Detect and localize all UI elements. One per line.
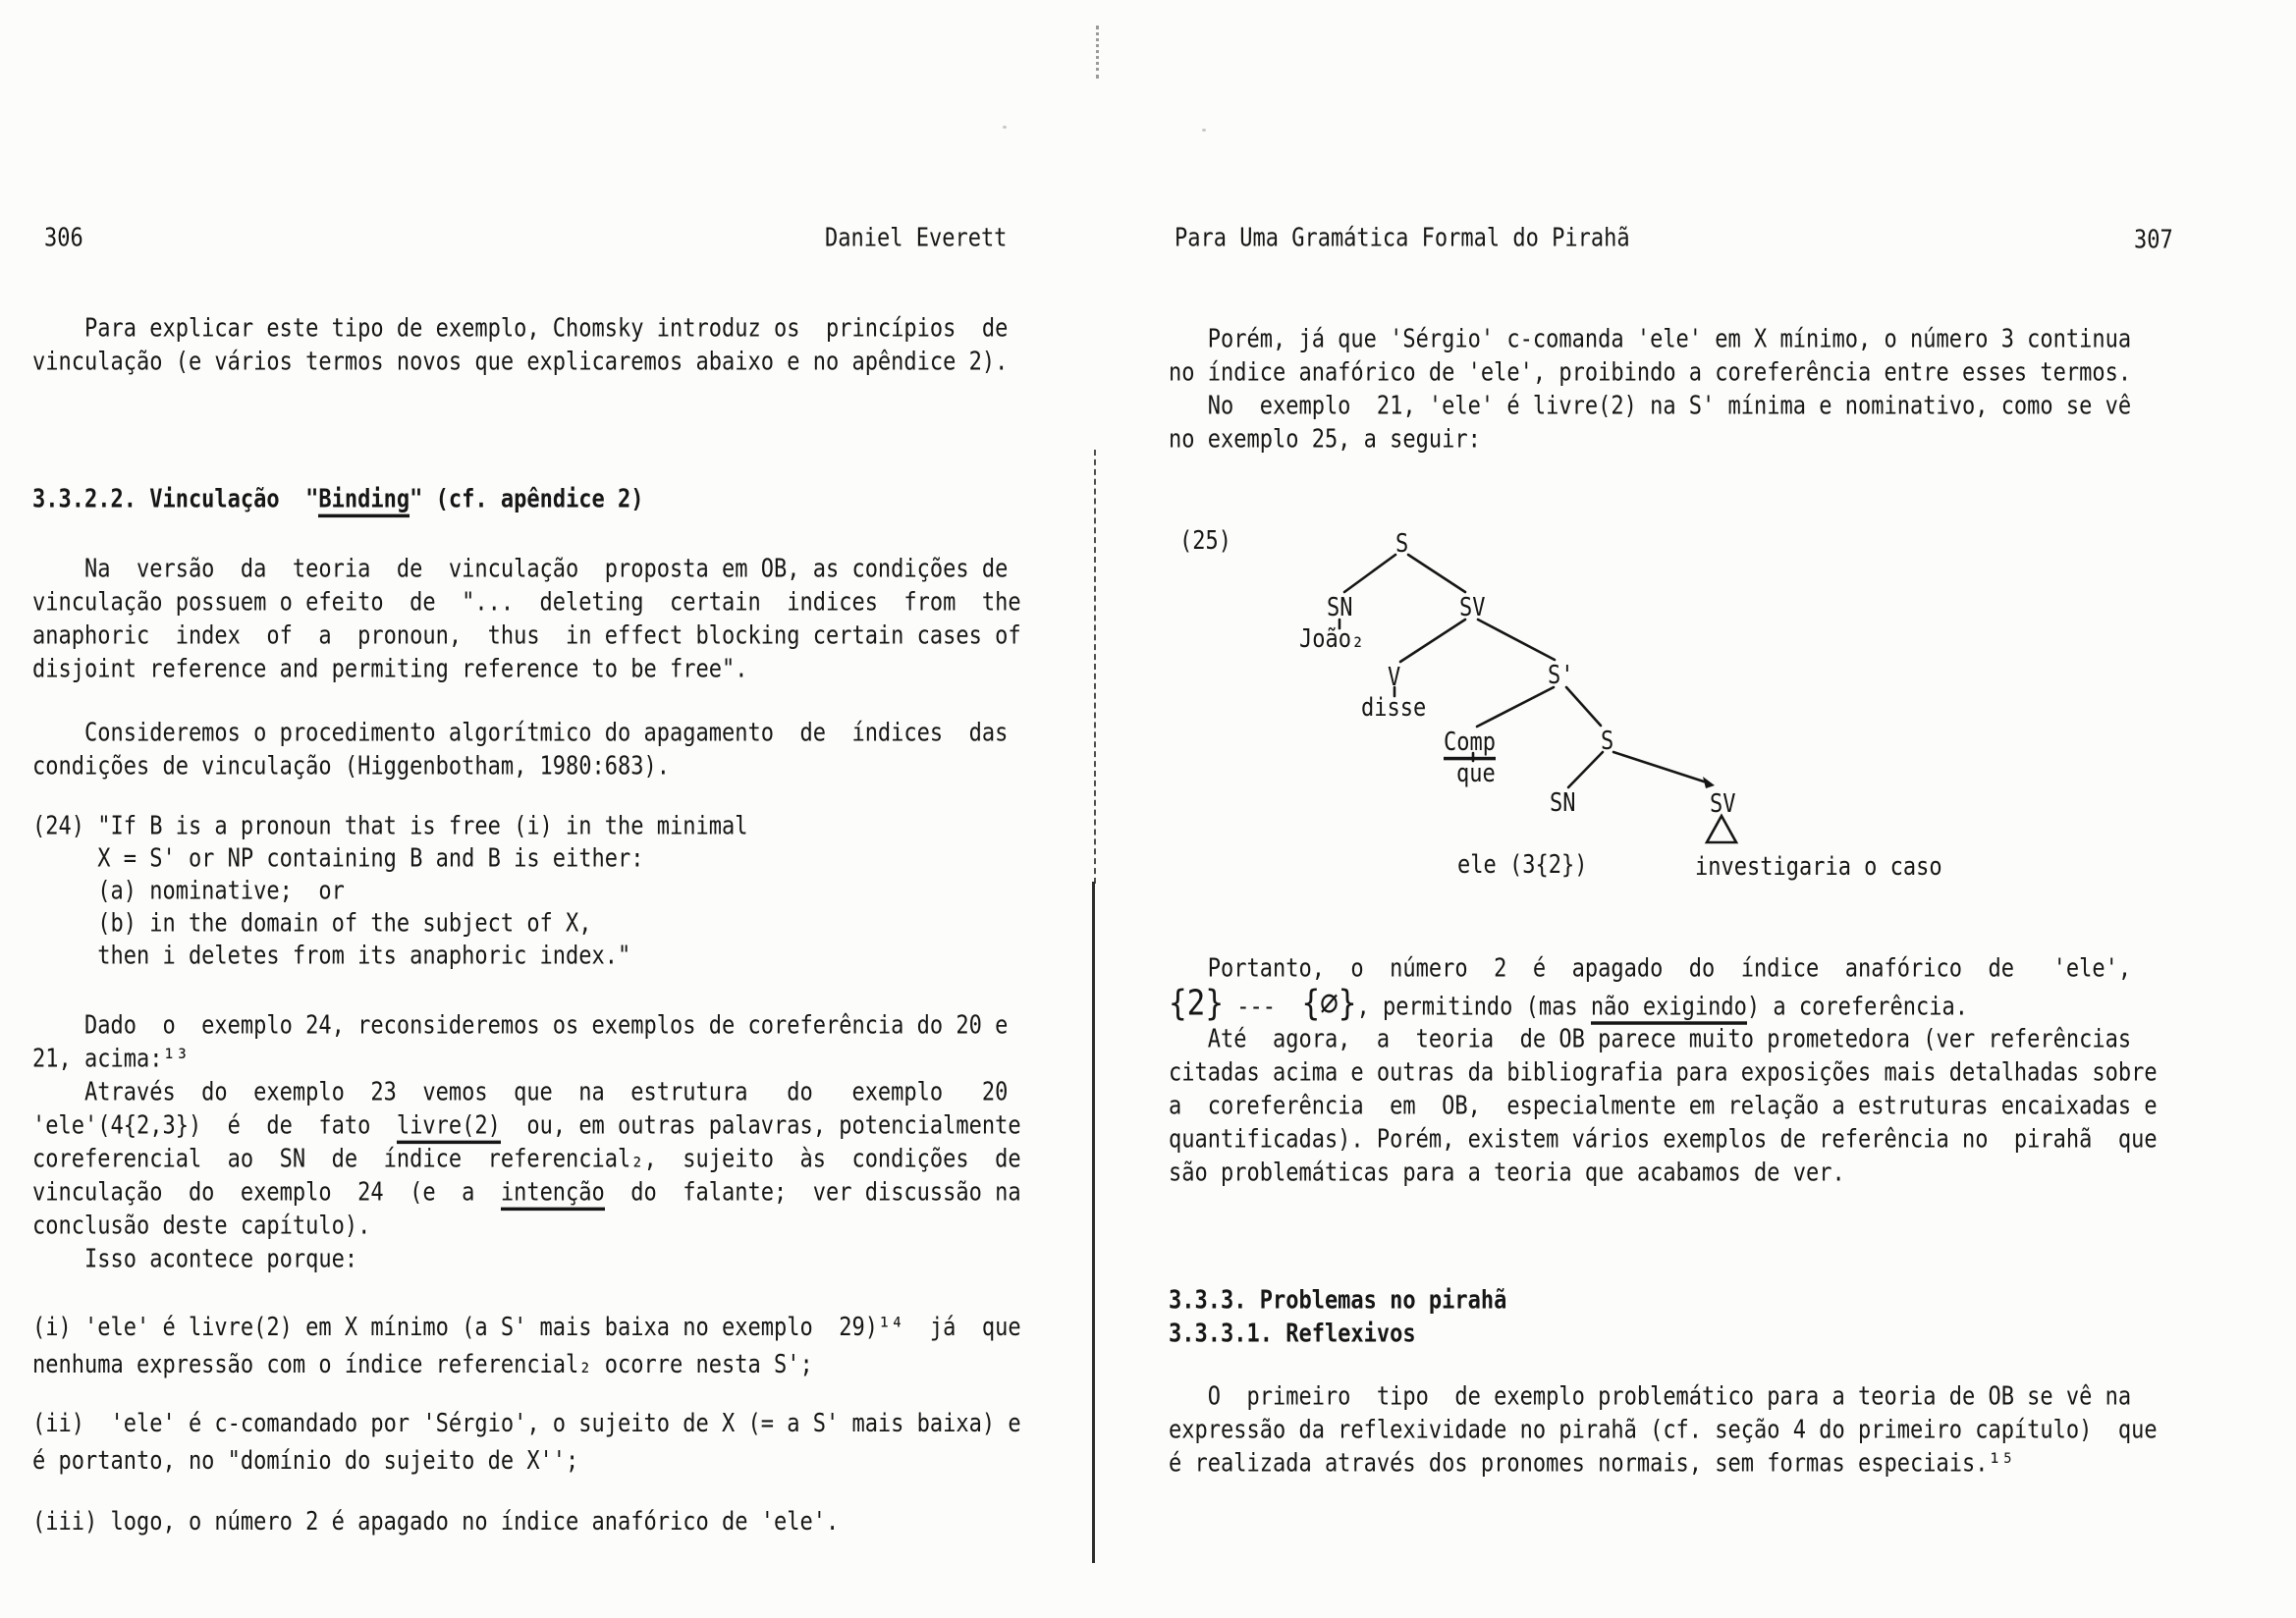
- text-line: vinculação (e vários termos novos que explicaremos abaixo e no apêndice 2).: [32, 348, 1009, 377]
- tree-node-v: V: [1388, 663, 1401, 692]
- underlined-term: intenção: [501, 1179, 605, 1211]
- text-line: quantificadas). Porém, existem vários exemplos de referência no pirahã que: [1169, 1125, 2158, 1155]
- gutter-fold-line-dashed: [1094, 450, 1096, 884]
- text-line: Consideremos o procedimento algorítmico do apagamento de índices das: [32, 719, 1009, 748]
- text-line: Dado o exemplo 24, reconsideremos os exemplos de coreferência do 20 e: [32, 1011, 1009, 1041]
- syntax-tree-example-25: [1169, 515, 2052, 908]
- text-line: (b) in the domain of the subject of X,: [32, 909, 592, 939]
- text-line: (i) 'ele' é livre(2) em X mínimo (a S' mais baixa no exemplo 29)¹⁴ já que: [32, 1313, 1021, 1342]
- paragraph-dado-exemplo: [32, 1007, 1021, 1274]
- text-line: Até agora, a teoria de OB parece muito prometedora (ver referências: [1169, 1025, 2132, 1054]
- list-item-i: [32, 1307, 1021, 1381]
- tree-node-comp: Comp: [1444, 729, 1496, 760]
- paragraph-na-versao: [32, 551, 1021, 684]
- text-line: Para explicar este tipo de exemplo, Chomsky introduz os princípios de: [32, 314, 1009, 344]
- text-line: conclusão deste capítulo).: [32, 1212, 371, 1241]
- tree-node-s: S: [1395, 529, 1409, 559]
- brace-set: {∅}: [1301, 982, 1357, 1024]
- tree-leaf-disse: disse: [1361, 693, 1427, 723]
- gutter-fold-line: [1092, 882, 1095, 1563]
- running-head-left: Daniel Everett: [825, 224, 1008, 253]
- list-item-ii: [32, 1403, 1021, 1478]
- paragraph-intro: [32, 310, 1008, 377]
- scan-speck: [1202, 129, 1206, 132]
- text-segment: ou, em outras palavras, potencialmente: [500, 1111, 1021, 1141]
- text-line: Porém, já que 'Sérgio' c-comanda 'ele' em X mínimo, o número 3 continua: [1169, 325, 2132, 354]
- tree-leaf-investigaria: investigaria o caso: [1695, 852, 1942, 882]
- paragraph-porem: [1169, 321, 2131, 455]
- example-24-block: [32, 808, 747, 970]
- text-line: (a) nominative; or: [32, 877, 345, 906]
- paragraph-portanto: [1169, 950, 2158, 1188]
- list-item-iii: [32, 1501, 839, 1538]
- text-line: nenhuma expressão com o índice referencial₂ ocorre nesta S';: [32, 1350, 813, 1379]
- text-line: no exemplo 25, a seguir:: [1169, 425, 1481, 455]
- underlined-term: não exigindo: [1591, 993, 1747, 1024]
- tree-node-sv-lower: SV: [1710, 789, 1736, 819]
- text-segment: do falante; ver discussão na: [604, 1178, 1021, 1208]
- running-head-right: Para Uma Gramática Formal do Pirahã: [1175, 224, 1630, 253]
- tree-leaf-que: que: [1456, 759, 1496, 788]
- section-heading-333: [1169, 1282, 1506, 1349]
- text-line: é realizada através dos pronomes normais, sem formas especiais.¹⁵: [1169, 1449, 2014, 1479]
- page-number-right: 307: [2134, 226, 2173, 255]
- page-number-left: 306: [44, 224, 83, 253]
- text-line: expressão da reflexividade no pirahã (cf. seção 4 do primeiro capítulo) que: [1169, 1416, 2158, 1445]
- heading-text: 3.3.2.2. Vinculação ": [32, 485, 319, 514]
- text-line: (24) "If B is a pronoun that is free (i) in the minimal: [32, 812, 748, 841]
- text-segment: 'ele'(4{2,3}) é de fato: [32, 1111, 397, 1141]
- text-line: then i deletes from its anaphoric index.": [32, 942, 631, 971]
- text-line: citadas acima e outras da bibliografia para exposições mais detalhadas sobre: [1169, 1058, 2158, 1088]
- text-line: vinculação possuem o efeito de "... deleting certain indices from the: [32, 588, 1021, 618]
- paragraph-o-primeiro: [1169, 1378, 2158, 1479]
- text-line: Portanto, o número 2 é apagado do índice anafórico de 'ele',: [1169, 954, 2132, 984]
- brace-set: {2}: [1169, 982, 1224, 1024]
- tree-node-sn: SN: [1327, 593, 1353, 622]
- text-line: Na versão da teoria de vinculação proposta em OB, as condições de: [32, 555, 1009, 584]
- text-line: no índice anafórico de 'ele', proibindo a coreferência entre esses termos.: [1169, 358, 2132, 388]
- text-line: X = S' or NP containing B and B is either:: [32, 844, 644, 874]
- text-line: (ii) 'ele' é c-comandado por 'Sérgio', o sujeito de X (= a S' mais baixa) e: [32, 1409, 1021, 1438]
- heading-line: 3.3.3.1. Reflexivos: [1169, 1320, 1416, 1349]
- text-segment: vinculação do exemplo 24 (e a: [32, 1178, 501, 1208]
- tree-leaf-ele: ele (3{2}): [1457, 850, 1588, 880]
- text-line: O primeiro tipo de exemplo problemático para a teoria de OB se vê na: [1169, 1382, 2132, 1412]
- heading-underlined-term: Binding: [318, 486, 410, 517]
- heading-text: " (cf. apêndice 2): [410, 485, 644, 514]
- text-line: Através do exemplo 23 vemos que na estrutura do exemplo 20: [32, 1078, 1009, 1107]
- text-line: Isso acontece porque:: [32, 1245, 358, 1274]
- text-line: (iii) logo, o número 2 é apagado no índice anafórico de 'ele'.: [32, 1507, 840, 1537]
- text-segment: , permitindo (mas: [1356, 993, 1591, 1022]
- text-line: é portanto, no "domínio do sujeito de X'';: [32, 1446, 579, 1476]
- text-line: No exemplo 21, 'ele' é livre(2) na S' mínima e nominativo, como se vê: [1169, 392, 2132, 421]
- text-line: condições de vinculação (Higgenbotham, 1980:683).: [32, 752, 671, 782]
- text-line: 21, acima:¹³: [32, 1045, 189, 1074]
- tree-leaf-joao: João₂: [1299, 624, 1365, 654]
- text-line: a coreferência em OB, especialmente em relação a estruturas encaixadas e: [1169, 1092, 2158, 1121]
- gutter-fold-mark-top: [1096, 26, 1099, 79]
- text-segment: ---: [1224, 993, 1302, 1022]
- text-line: anaphoric index of a pronoun, thus in effect blocking certain cases of: [32, 621, 1021, 651]
- text-segment: ) a coreferência.: [1746, 993, 1969, 1022]
- text-line: coreferencial ao SN de índice referencial₂, sujeito às condições de: [32, 1145, 1021, 1174]
- paragraph-consideremos: [32, 715, 1008, 782]
- underlined-term: livre(2): [397, 1112, 501, 1144]
- tree-node-s-bar: S': [1548, 661, 1574, 690]
- heading-line: [32, 481, 644, 519]
- tree-edges: [1169, 515, 2052, 908]
- example-25-label: (25): [1179, 526, 1231, 556]
- text-line: disjoint reference and permiting reference to be free".: [32, 655, 748, 684]
- tree-node-s-lower: S: [1601, 727, 1614, 756]
- tree-node-sn-lower: SN: [1550, 788, 1576, 818]
- heading-line: 3.3.3. Problemas no pirahã: [1169, 1286, 1507, 1316]
- text-line: são problemáticas para a teoria que acabamos de ver.: [1169, 1159, 1845, 1188]
- scan-speck: [1003, 126, 1007, 129]
- tree-node-sv: SV: [1459, 593, 1486, 622]
- section-heading-3322: [32, 481, 644, 514]
